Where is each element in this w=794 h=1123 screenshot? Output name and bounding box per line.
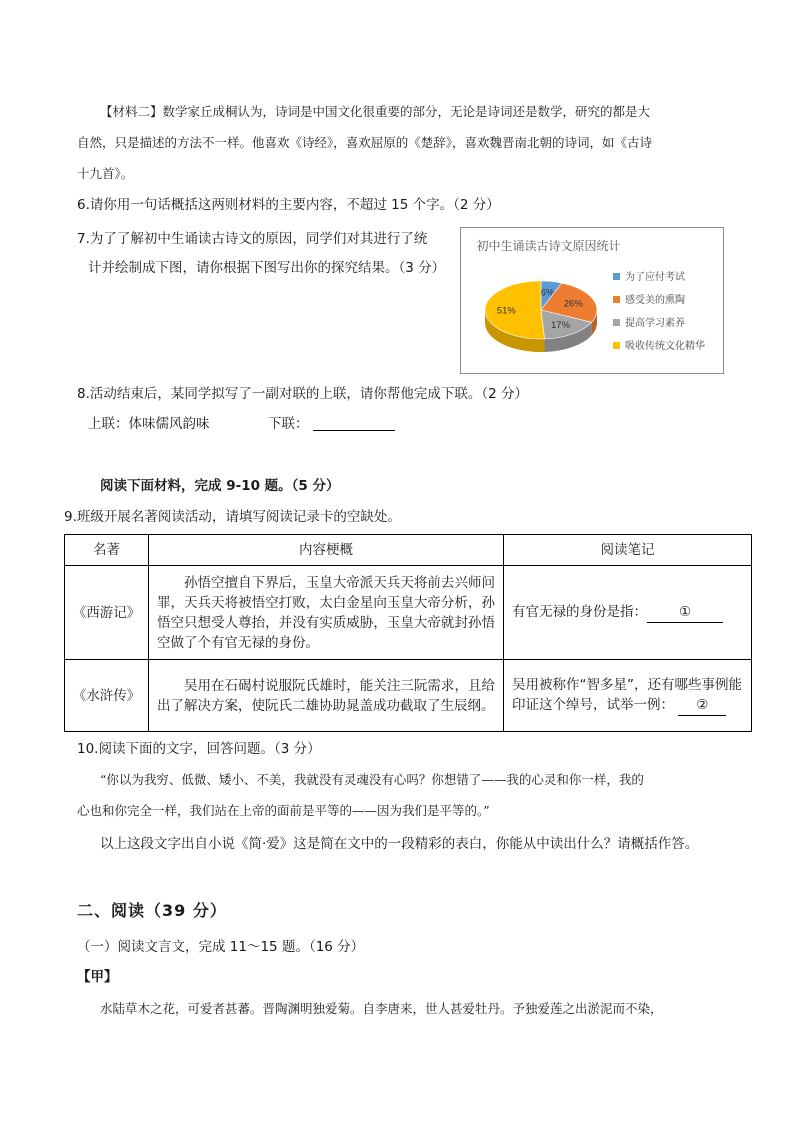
pie-data-label: 17% [551, 319, 571, 331]
table-row [65, 660, 752, 732]
material2-line2: 自然，只是描述的方法不一样。他喜欢《诗经》，喜欢屈原的《楚辞》，喜欢魏晋南北朝的诗词，如《古诗 [77, 135, 653, 150]
legend-swatch [613, 342, 620, 349]
header-name: 名著 [65, 535, 149, 566]
legend-label: 为了应付考试 [625, 272, 685, 283]
question-7-line1: 7.为了了解初中生诵读古诗文的原因，同学们对其进行了统 [77, 231, 428, 247]
legend-label: 吸收传统文化精华 [625, 341, 705, 352]
legend-swatch [613, 296, 620, 303]
answer-blank-1[interactable]: ① [647, 602, 723, 623]
note-text: 吴用被称作“智多星”，还有哪些事例能印证这个绰号，试举一例： [512, 677, 742, 713]
material2-line3: 十九首》。 [77, 166, 134, 181]
book-summary: 孙悟空擅自下界后，玉皇大帝派天兵天将前去兴师问罪，天兵天将被悟空打败，太白金星向玉皇大帝分析，孙悟空只想受人尊抬，并没有实质威胁，玉皇大帝就封孙悟空做了个有官无禄的身份。 [149, 566, 504, 660]
quote-line2: 心也和你完全一样，我们站在上帝的面前是平等的——因为我们是平等的。” [77, 803, 490, 818]
legend-swatch [613, 319, 620, 326]
question-10: 10.阅读下面的文字，回答问题。（3 分） [77, 741, 321, 757]
couplet-lower [268, 414, 395, 434]
book-name: 《水浒传》 [65, 660, 149, 732]
header-note: 阅读笔记 [504, 535, 752, 566]
legend-label: 感受美的熏陶 [625, 295, 685, 306]
legend-label: 提高学习素养 [625, 318, 685, 329]
section-2-sub1: （一）阅读文言文，完成 11～15 题。（16 分） [77, 939, 365, 955]
reading-record-table [64, 534, 752, 732]
table-header-row [65, 535, 752, 566]
legend-item [613, 291, 685, 306]
material2-line1: 【材料二】数学家丘成桐认为，诗词是中国文化很重要的部分，无论是诗词还是数学，研究的都是大 [100, 104, 651, 119]
question-6: 6.请你用一句话概括这两则材料的主要内容，不超过 15 个字。（2 分） [77, 197, 500, 213]
legend-swatch [613, 273, 620, 280]
book-summary: 吴用在石碣村说服阮氏雄时，能关注三阮需求，且给出了解决方案，使阮氏二雄协助晁盖成功截取了生辰纲。 [149, 660, 504, 732]
passage-jia-line1: 水陆草木之花，可爱者甚蕃。晋陶渊明独爱菊。自李唐来，世人甚爱牡丹。予独爱莲之出淤泥而不染， [100, 1001, 663, 1016]
header-summary: 内容梗概 [149, 535, 504, 566]
pie-data-label: 6% [540, 287, 555, 299]
reading-intro: 阅读下面材料，完成 9-10 题。（5 分） [100, 478, 340, 494]
couplet-lower-blank[interactable] [313, 416, 395, 431]
answer-blank-2[interactable]: ② [678, 695, 726, 716]
couplet-upper: 上联：体味儒风韵味 [88, 416, 210, 432]
pie-data-label: 26% [563, 298, 583, 310]
reading-note [504, 566, 752, 660]
note-text: 有官无禄的身份是指： [512, 604, 647, 620]
pie-chart [460, 227, 724, 374]
question-8: 8.活动结束后，某同学拟写了一副对联的上联，请你帮他完成下联。（2 分） [77, 386, 529, 402]
couplet-lower-label: 下联： [268, 416, 309, 432]
pie-data-label: 51% [496, 305, 516, 317]
section-2-title: 二、阅读（39 分） [77, 901, 227, 920]
table-row [65, 566, 752, 660]
chart-title: 初中生诵读古诗文原因统计 [476, 239, 621, 253]
question-7-line2: 计并绘制成下图，请你根据下图写出你的探究结果。（3 分） [88, 260, 446, 276]
legend-item [613, 337, 705, 352]
passage-jia-label: 【甲】 [77, 969, 118, 985]
quote-line1: “你以为我穷、低微、矮小、不美，我就没有灵魂没有心吗？你想错了——我的心灵和你一样，我的 [100, 772, 644, 787]
reading-note [504, 660, 752, 732]
question-10-prompt: 以上这段文字出自小说《简·爱》这是简在文中的一段精彩的表白，你能从中读出什么？请概括作答。 [100, 836, 699, 852]
question-9: 9.班级开展名著阅读活动，请填写阅读记录卡的空缺处。 [64, 509, 401, 525]
legend-item [613, 314, 685, 329]
legend-item [613, 268, 685, 283]
book-name: 《西游记》 [65, 566, 149, 660]
